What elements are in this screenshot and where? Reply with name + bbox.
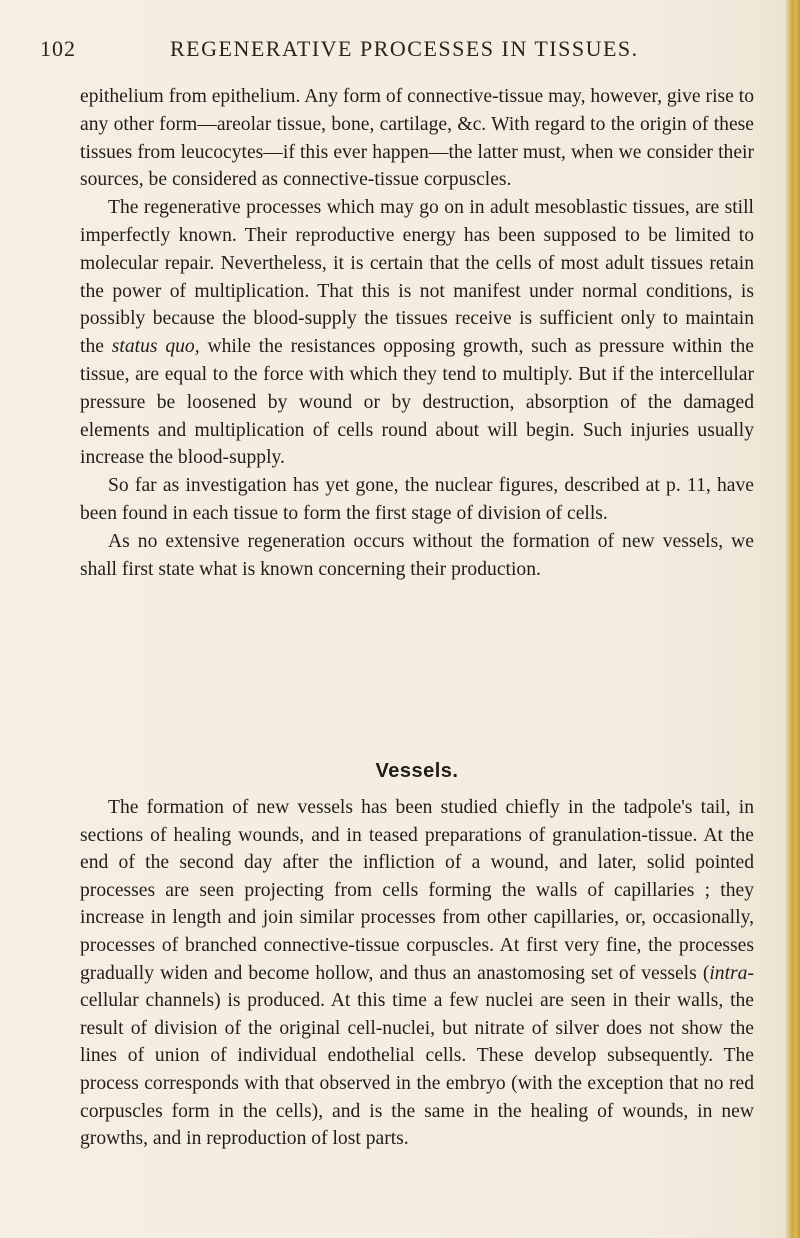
paragraph-2-text-a: The regenerative processes which may go on in adult mesoblastic tissues, are still imperfectly known. Their reproductive energy has been supposed to be limited to molecular repair. Nevertheless, it is certain that the cells of most adult tissues retain the power of multiplication. That this is not manifest under normal conditions, is possibly because the blood-supply the tissues receive is sufficient only to maintain the	[80, 197, 754, 358]
gilt-page-edge	[786, 0, 800, 1238]
page-number: 102	[40, 36, 76, 61]
running-title: REGENERATIVE PROCESSES IN TISSUES.	[170, 36, 639, 61]
section-heading: Vessels.	[375, 760, 459, 782]
paragraph-3: So far as investigation has yet gone, the nuclear figures, described at p. 11, have been found in each tissue to form the first stage of division of cells.	[80, 475, 754, 524]
paragraph-5-text-b: -cellular channels) is produced. At this time a few nuclei are seen in their walls, the result of division of the original cell-nuclei, but nitrate of silver does not show the lines of union of individual endothelial cells. These develop subsequently. The process corresponds with that observed in the embryo (with the exception that no red corpuscles form in the cells), and is the same in the healing of wounds, in new growths, and in reproduction of lost parts.	[80, 962, 754, 1150]
intra-italic: intra	[709, 962, 748, 984]
paragraph-1: epithelium from epithelium. Any form of connective-tissue may, however, give rise to any other form—areolar tissue, bone, cartilage, &c. With regard to the origin of these tissues from leucocytes—if this ever happen—the latter must, when we consider their sources, be considered as connective-tissue corpuscles.	[80, 86, 754, 191]
paragraph-4: As no extensive regeneration occurs without the formation of new vessels, we shall first state what is known concerning their production.	[80, 530, 754, 580]
paragraph-5-text-a: The formation of new vessels has been studied chiefly in the tadpole's tail, in sections of healing wounds, and in teased preparations of granulation-tissue. At the end of the second day after the infliction of a wound, and later, solid pointed processes are seen projecting from cells forming the walls of capillaries ; they increase in length and join similar processes from other capillaries, or, occasionally, processes of branched connective-tissue corpuscles. At first very fine, the processes gradually widen and become hollow, and thus an anastomosing set of vessels (	[80, 797, 754, 984]
paragraph-2	[80, 194, 754, 472]
ink-speck	[425, 1180, 428, 1186]
paragraph-2-text-b: while the resistances opposing growth, such as pressure within the tissue, are equal to the force with which they tend to multiply. But if the intercellular pressure be loosened by wound or by destruction, absorption of the damaged elements and multiplication of cells round about will begin. Such injuries usually increase the blood-supply.	[80, 336, 755, 469]
status-quo-italic: status quo,	[111, 336, 200, 358]
body-text	[80, 83, 754, 583]
page-header	[40, 36, 760, 68]
section-text	[80, 794, 754, 1153]
paragraph-5	[80, 794, 754, 1153]
